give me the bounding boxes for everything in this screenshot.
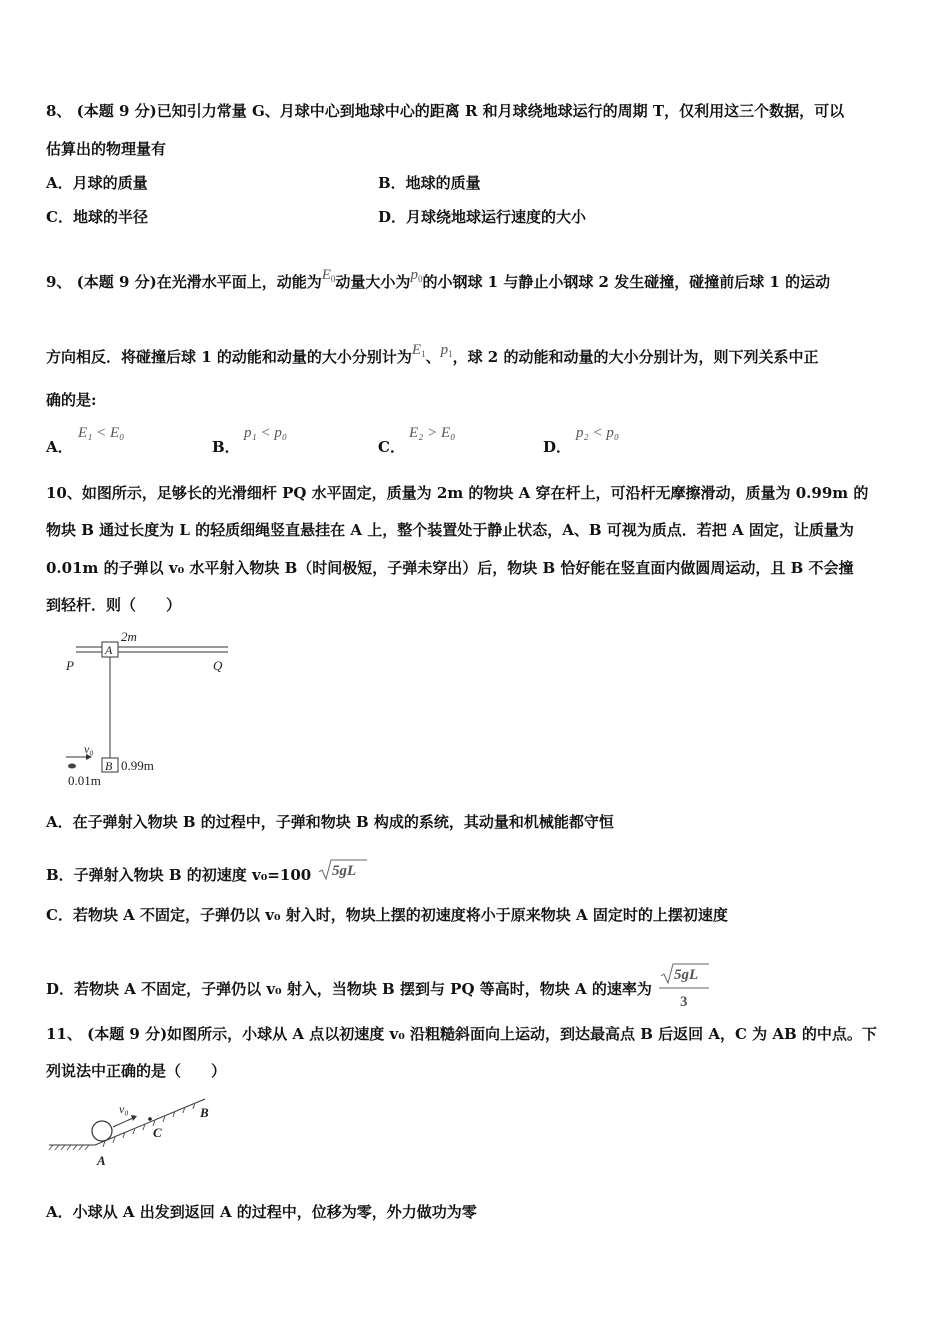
incline: [95, 1099, 205, 1145]
label-p: P: [66, 658, 74, 673]
q9-stem-line1: 9、 (本题 9 分)在光滑水平面上，动能为$E_0$动量大小为$p_0$的小钢球 1 与静止小钢球 2 发生碰撞，碰撞前后球 1 的运动: [46, 267, 831, 291]
q10-stem-line4: 到轻杆．则（ ）: [46, 596, 182, 614]
q9-option-c-label: C．: [378, 438, 405, 456]
q10-option-a: A．在子弹射入物块 B 的过程中，子弹和物块 B 构成的系统，其动量和机械能都守恒: [46, 813, 614, 831]
block-b-label: B: [105, 759, 113, 773]
v0-arrow: [113, 1118, 133, 1127]
bullet: [68, 764, 76, 769]
label-001m: 0.01m: [68, 773, 101, 788]
q11-stem-line2: 列说法中正确的是（ ）: [46, 1062, 227, 1080]
q8-stem-line2: 估算出的物理量有: [46, 140, 167, 158]
q9-stem-line2: 方向相反．将碰撞后球 1 的动能和动量的大小分别计为$E_1$、$p_1$，球 2 的动能和动量的大小分别计为，则下列关系中正: [46, 342, 819, 366]
svg-text:5gL: 5gL: [332, 863, 357, 879]
q10-stem-line1: 10、如图所示，足够长的光滑细杆 PQ 水平固定，质量为 2m 的物块 A 穿在杆上，可沿杆无摩擦滑动，质量为 0.99m 的: [46, 484, 869, 502]
q11-option-a: A．小球从 A 出发到返回 A 的过程中，位移为零，外力做功为零: [46, 1203, 477, 1221]
label-c: C: [153, 1125, 162, 1140]
q11-stem-line1: 11、 (本题 9 分)如图所示，小球从 A 点以初速度 v₀ 沿粗糙斜面向上运动，到达最高点 B 后返回 A，C 为 AB 的中点。下: [46, 1025, 877, 1043]
label-2m: 2m: [121, 629, 137, 644]
q9-option-d-math: p₂ < p₀: [576, 425, 620, 441]
label-b: B: [200, 1105, 209, 1120]
q9-math-p0: $p_0$: [410, 267, 423, 284]
q9-stem-line3: 确的是:: [46, 391, 97, 409]
label-099m: 0.99m: [121, 758, 154, 773]
q10-option-c: C．若物块 A 不固定，子弹仍以 v₀ 射入时，物块上摆的初速度将小于原来物块 A 固定时的上摆初速度: [46, 906, 728, 924]
q8-option-d: D．月球绕地球运行速度的大小: [378, 208, 587, 226]
block-a-label: A: [105, 643, 113, 657]
q9-option-c-math: E₂ > E₀: [409, 425, 456, 441]
q9-option-a-label: A．: [46, 438, 73, 456]
q8-stem-line1: 8、 (本题 9 分)已知引力常量 G、月球中心到地球中心的距离 R 和月球绕地球运行的周期 T，仅利用这三个数据，可以: [46, 102, 845, 120]
ball: [92, 1121, 112, 1141]
label-v0: v₀: [84, 742, 94, 756]
label-a: A: [97, 1153, 106, 1168]
q10-option-d: D．若物块 A 不固定，子弹仍以 v₀ 射入，当物块 B 摆到与 PQ 等高时，物块 A 的速率为 5gL 3: [46, 963, 711, 1011]
ground-hatching: [49, 1145, 89, 1150]
svg-text:5gL: 5gL: [674, 967, 699, 983]
q8-option-b: B．地球的质量: [378, 174, 481, 192]
fraction-sqrt5gl-over-3: [657, 963, 711, 1011]
q10-stem-line2: 物块 B 通过长度为 L 的轻质细绳竖直悬挂在 A 上，整个装置处于静止状态，A、B 可视为质点．若把 A 固定，让质量为: [46, 521, 854, 539]
sqrt-5gl: [318, 858, 368, 882]
q9-math-E0: $E_0$: [321, 267, 336, 284]
point-c: [148, 1117, 152, 1121]
q9-option-b-label: B．: [212, 438, 240, 456]
q10-option-b: B．子弹射入物块 B 的初速度 v₀=100 5gL: [46, 858, 368, 885]
label-v0: v₀: [119, 1102, 129, 1116]
q8-option-a: A．月球的质量: [46, 174, 148, 192]
q9-math-p1: $p_1$: [440, 342, 453, 359]
q9-option-d-label: D．: [543, 438, 572, 456]
q8-option-c: C．地球的半径: [46, 208, 148, 226]
q10-stem-line3: 0.01m 的子弹以 v₀ 水平射入物块 B（时间极短，子弹未穿出）后，物块 B 恰好能在竖直面内做圆周运动，且 B 不会撞: [46, 559, 854, 577]
label-q: Q: [213, 658, 223, 673]
q11-figure: [45, 1093, 225, 1173]
q9-math-E1: $E_1$: [411, 342, 426, 359]
q10-figure: [60, 625, 240, 790]
q9-option-b-math: p₁ < p₀: [244, 425, 288, 441]
svg-text:3: 3: [680, 994, 688, 1010]
q9-option-a-math: E₁ < E₀: [78, 425, 125, 441]
